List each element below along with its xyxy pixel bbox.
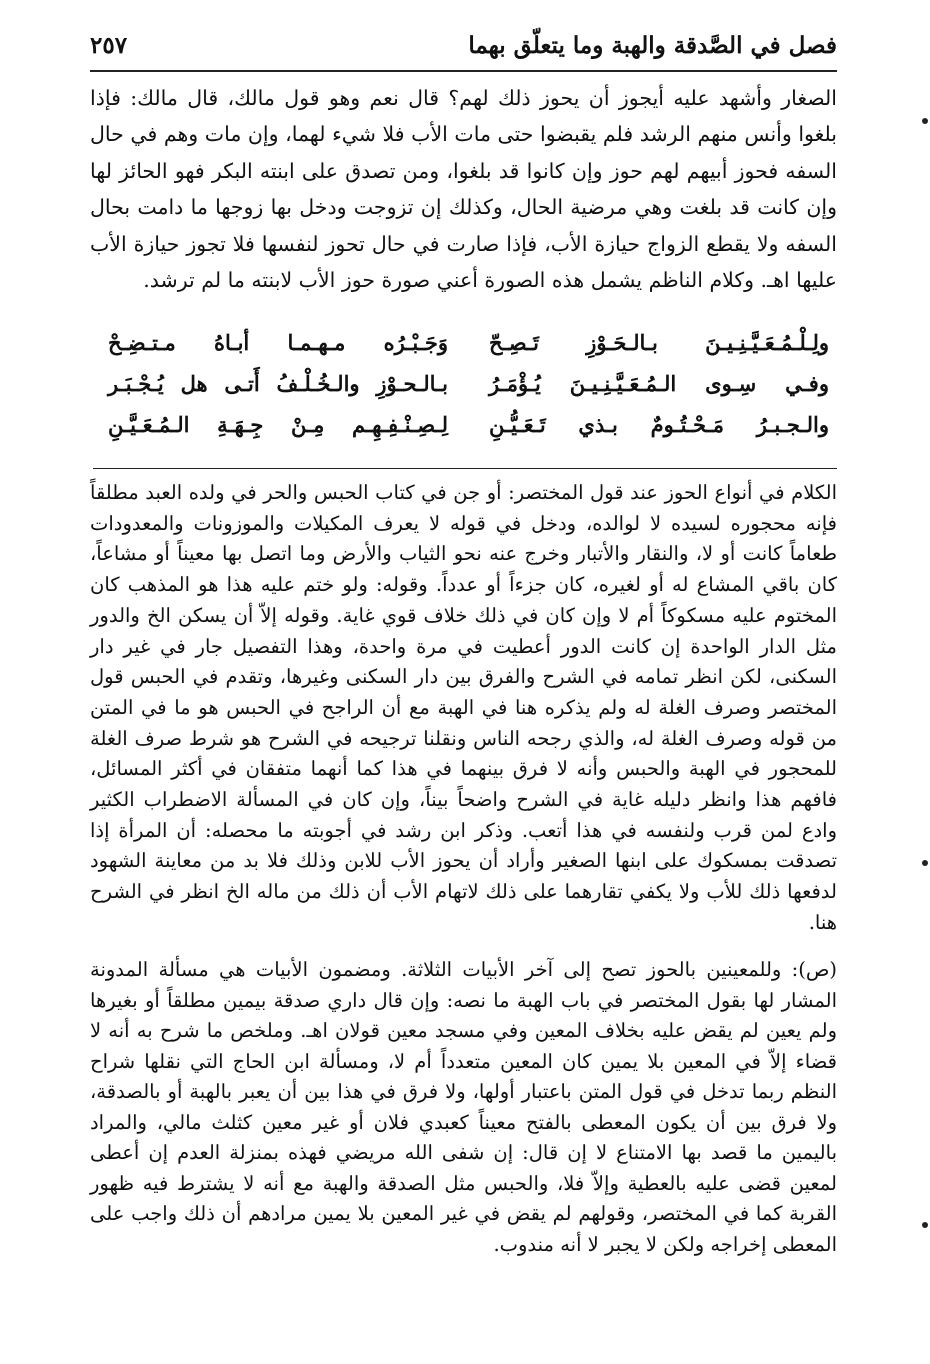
- scan-edge-mark: [922, 1222, 928, 1228]
- commentary-section-2: [90, 955, 837, 1260]
- verse-block: [90, 330, 837, 450]
- verse-right-hemistich: والـجـبـرُ مَـحْـتُـومٌ بـذي تَـعَـيُّـنِ: [489, 412, 829, 437]
- commentary-block: [90, 478, 837, 939]
- main-text-block: [90, 80, 837, 298]
- verse-line: [90, 330, 837, 370]
- chapter-title: فصل في الصَّدقة والهبة وما يتعلّق بهما: [468, 32, 837, 59]
- verse-right-hemistich: ولِـلْـمُـعَـيَّـنِـيـنَ بـالـحَـوْزِ تَـصِـحّ: [489, 330, 829, 355]
- footnote-divider: [93, 468, 837, 469]
- verse-line: [90, 412, 837, 452]
- page-header: [90, 30, 837, 72]
- scan-edge-mark: [922, 860, 928, 866]
- verse-right-hemistich: وفـي سِـوى الـمُـعَـيَّـنِـيـنَ يُـؤْمَـرُ: [489, 371, 829, 396]
- verse-left-hemistich: بـالـحـوْزِ والـخُـلْـفُ أَتـى هل يُـجْـبَـر: [108, 371, 448, 396]
- main-paragraph: الصغار وأشهد عليه أيجوز أن يحوز ذلك لهم؟ قال نعم وهو قول مالك، قال مالك: فإذا بلغوا وأنس منهم الرشد فلم يقبضوا حتى مات الأب فلا شيء لهما، وإن مات وهم في حال السفه فحوز أبيهم لهم حوز وإن كانوا قد بلغوا، ومن تصدق على ابنته البكر فهو الحائز لها وإن كانت قد بلغت وهي مرضية الحال، وكذلك إن تزوجت ودخل بها زوجها ما دامت بحال السفه ولا يقطع الزواج حيازة الأب، فإذا صارت في حال تحوز لنفسها فلا تجوز حيازة الأب عليها اهـ. وكلام الناظم يشمل هذه الصورة أعني صورة حوز الأب لابنته ما لم ترشد.: [90, 86, 837, 293]
- commentary-paragraph: الكلام في أنواع الحوز عند قول المختصر: أو جن في كتاب الحبس والحر في ولده العبد مطلقاً فإنه محجوره لسيده لا لوالده، ودخل في قوله لا يعرف المكيلات والموزونات والمعدودات طعاماً كانت أو لا، والنقار والأتبار وخرج عنه نحو الثياب والأرض وما اتصل بها معيناً أو مشاعاً، كان باقي المشاع له أو لغيره، كان جزءاً أو عدداً. وقوله: ولو ختم عليه هذا هو المذهب كان المختوم عليه مسكوكاً أم لا وإن كان في ذلك خلاف قوي غاية. وقوله إلاّ أن يسكن الخ والدور مثل الدار الواحدة إن كانت الدور أعطيت في مرة واحدة، وهذا التفصيل جار في غير دار السكنى، لكن انظر تمامه في الشرح والفرق بين دار السكنى وغيرها، وتقدم في الحبس قول المختصر وصرف الغلة له ولم يذكره هنا في الهبة مع أن الراجح في الحبس هو ما في المتن من قوله وصرف الغلة له، والذي رجحه الناس ونقلنا ترجيحه في الشرح هو شرط صرف الغلة للمحجور في الهبة والحبس وأنه لا فرق بينهما في هذا كما أنهما متفقان في أكثر المسائل، فافهم هذا وانظر دليله غاية في الشرح واضحاً بيناً، وإن كان في المسألة الاضطراب الكثير وادع لمن قرب ولنفسه في هذا أتعب. وذكر ابن رشد في أجوبته ما محصله: أن المرأة إذا تصدقت بمسكوك على ابنها الصغير وأراد أن يحوز الأب للابن وذلك فلا بد من معاينة الشهود لدفعها ذلك للأب ولا يكفي تقارهما على ذلك لاتهام الأب أن ذلك من ماله الخ انظر في الشرح هنا.: [90, 481, 837, 934]
- page-number: ٢٥٧: [90, 32, 128, 59]
- verse-line: [90, 371, 837, 411]
- verse-left-hemistich: لِـصِـنْـفِـهِـم مِـنْ جِـهَـةِ الـمُـعَـيَّـنِ: [108, 412, 448, 437]
- commentary-paragraph-2: (ص): وللمعينين بالحوز تصح إلى آخر الأبيات الثلاثة. ومضمون الأبيات هي مسألة المدونة المشار لها بقول المختصر في باب الهبة ما نصه: وإن قال داري صدقة بيمين مطلقاً أو بغيرها ولم يعين لم يقض عليه بخلاف المعين وفي مسجد معين قولان اهـ. وملخص ما شرح به أنه لا قضاء إلاّ في المعين بلا يمين كان المعين متعدداً أم لا، ومسألة ابن الحاج التي نقلها شراح النظم ربما تدخل في قول المتن باعتبار أولها، ولا فرق في هذا بين أن يعبر بالهبة أو بالصدقة، ولا فرق بين أن يكون المعطى بالفتح معيناً كعبدي فلان أو غير معين كثلث مالي، والمراد باليمين ما قصد بها الامتناع لا إن قال: إن شفى الله مريضي فهذه بمنزلة العدم إن أعطى لمعين قضى عليه بالعطية وإلاّ فلا، والحبس مثل الصدقة والهبة مع أنه لا يشترط فيه ظهور القربة كما في المختصر، وقولهم لم يقض في غير المعين بلا يمين مرادهم أن ذلك واجب على المعطى إخراجه ولكن لا يجبر لا أنه مندوب.: [90, 958, 837, 1256]
- scan-edge-mark: [922, 118, 928, 124]
- verse-left-hemistich: وَجَـبْـرُه مـهـمـا أبـاهُ مـتـضِـحْ: [108, 330, 448, 355]
